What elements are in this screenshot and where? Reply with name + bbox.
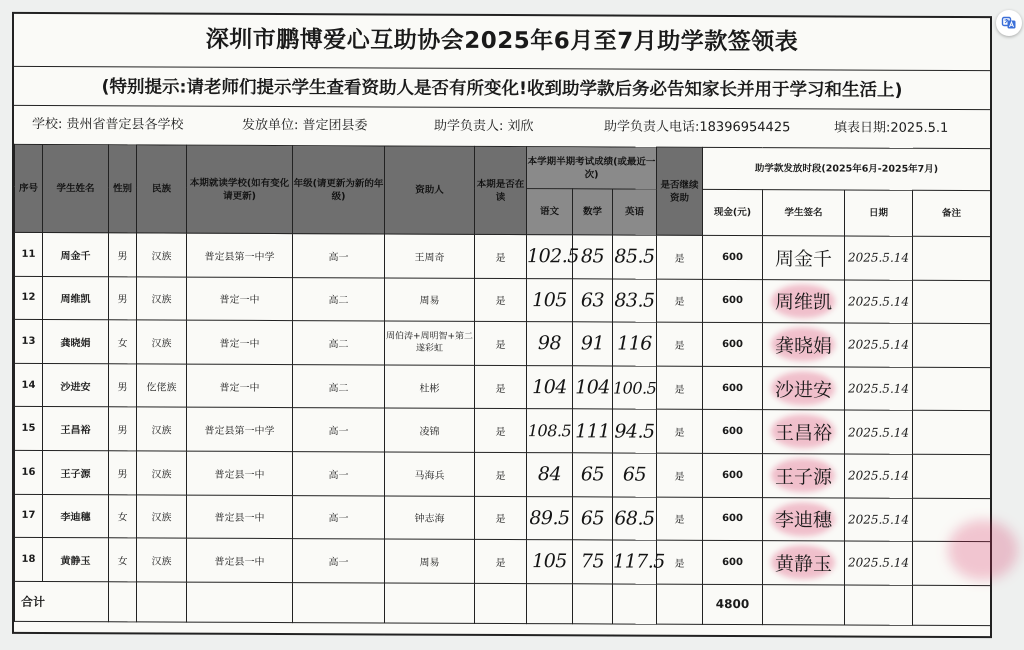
cell-gender: 男 — [109, 276, 137, 320]
header-name: 学生姓名 — [43, 144, 109, 232]
cell-ethnicity: 汉族 — [137, 451, 187, 495]
cell-enrolled: 是 — [475, 322, 527, 366]
cell-school: 普定县一中 — [187, 538, 293, 582]
cell-grade: 高二 — [293, 321, 385, 365]
cell-chinese: 104 — [527, 365, 573, 409]
cell-grade: 高二 — [293, 277, 385, 321]
cell-chinese: 98 — [527, 322, 573, 366]
info-school: 学校: 贵州省普定县各学校 — [32, 116, 184, 133]
info-date: 填表日期:2025.5.1 — [834, 120, 949, 136]
empty-cell — [475, 583, 527, 623]
header-seq: 序号 — [15, 144, 43, 232]
empty-cell — [573, 584, 613, 624]
header-remark: 备注 — [913, 190, 991, 236]
cell-school: 普定县第一中学 — [187, 233, 293, 277]
signature-text: 王子源 — [774, 465, 832, 489]
form-title: 深圳市鹏博爱心互助协会2025年6月至7月助学款签领表 — [205, 26, 799, 56]
cell-name: 周维凯 — [43, 276, 109, 320]
table-row — [15, 407, 991, 455]
cell-cash: 600 — [703, 410, 763, 454]
cell-english: 68.5 — [613, 497, 657, 541]
cell-chinese: 105 — [527, 540, 573, 584]
total-label: 合计 — [15, 581, 109, 621]
cell-continue: 是 — [657, 322, 703, 366]
cell-seq: 12 — [15, 276, 43, 320]
header-grade: 年级(请更新为新的年级) — [293, 146, 385, 234]
cell-grade: 高一 — [293, 452, 385, 496]
cell-grade: 高一 — [293, 234, 385, 278]
cell-chinese: 84 — [527, 453, 573, 497]
cell-signature — [763, 454, 845, 498]
table-row — [15, 232, 991, 280]
cell-date: 2025.5.14 — [845, 454, 913, 498]
cell-continue: 是 — [657, 453, 703, 497]
header-enrolled: 本期是否在读 — [475, 146, 527, 234]
cell-signature — [763, 410, 845, 454]
cell-math: 63 — [573, 278, 613, 322]
cell-remark — [913, 367, 991, 411]
table-row — [15, 320, 991, 368]
empty-cell — [613, 584, 657, 624]
header-continue: 是否继续资助 — [657, 147, 703, 235]
header-chinese: 语文 — [527, 189, 573, 235]
cell-continue: 是 — [657, 279, 703, 323]
cell-date: 2025.5.14 — [845, 280, 913, 324]
cell-school: 普定一中 — [187, 277, 293, 321]
header-gender: 性别 — [109, 145, 137, 233]
cell-english: 85.5 — [613, 235, 657, 279]
special-notice: (特别提示:请老师们提示学生查看资助人是否有所变化!收到助学款后务必告知家长并用于学习和生活上) — [14, 66, 990, 110]
cell-date: 2025.5.14 — [845, 541, 913, 585]
cell-name: 黄静玉 — [43, 538, 109, 582]
empty-cell — [845, 585, 913, 625]
cell-school: 普定县一中 — [187, 451, 293, 495]
cell-sponsor: 周伯涛+周明智+第二遂彩虹 — [385, 321, 475, 365]
cell-remark — [913, 236, 991, 280]
cell-name: 李迪穗 — [43, 494, 109, 538]
empty-cell — [763, 584, 845, 624]
header-scores: 本学期半期考试成绩(或最近一次) — [527, 147, 657, 190]
cell-gender: 男 — [109, 451, 137, 495]
cell-continue: 是 — [657, 410, 703, 454]
empty-cell — [913, 585, 991, 625]
cell-gender: 女 — [109, 538, 137, 582]
cell-english: 94.5 — [613, 409, 657, 453]
signature-text: 李迪穗 — [774, 509, 832, 532]
cell-date: 2025.5.14 — [845, 323, 913, 367]
info-phone: 助学负责人电话:18396954425 — [604, 119, 791, 136]
cell-date: 2025.5.14 — [845, 498, 913, 542]
translate-glyph — [1001, 15, 1017, 31]
signature-text: 黄静玉 — [774, 553, 832, 576]
empty-cell — [187, 582, 293, 622]
info-manager: 助学负责人: 刘欣 — [434, 118, 534, 135]
cell-grade: 高一 — [293, 408, 385, 452]
cell-ethnicity: 汉族 — [137, 233, 187, 277]
cell-seq: 13 — [15, 320, 43, 364]
cell-math: 65 — [573, 453, 613, 497]
cell-gender: 女 — [109, 320, 137, 364]
cell-enrolled: 是 — [475, 365, 527, 409]
cell-chinese: 102.5 — [527, 235, 573, 279]
signature-text: 周维凯 — [774, 291, 832, 314]
header-ethnicity: 民族 — [137, 145, 187, 233]
form-sheet — [12, 12, 992, 638]
cell-ethnicity: 仡佬族 — [137, 364, 187, 408]
cell-school: 普定县一中 — [187, 495, 293, 539]
cell-gender: 男 — [109, 233, 137, 277]
ink-stain — [948, 520, 1018, 580]
cell-seq: 16 — [15, 450, 43, 494]
cell-gender: 男 — [109, 364, 137, 408]
table-row — [15, 538, 991, 586]
cell-math: 111 — [573, 409, 613, 453]
cell-math: 65 — [573, 496, 613, 540]
cell-sponsor: 周易 — [385, 278, 475, 322]
cell-ethnicity: 汉族 — [137, 320, 187, 364]
total-amount: 4800 — [703, 584, 763, 624]
cell-ethnicity: 汉族 — [137, 276, 187, 320]
cell-english: 65 — [613, 453, 657, 497]
cell-continue: 是 — [657, 366, 703, 410]
header-date: 日期 — [845, 190, 913, 236]
cell-cash: 600 — [703, 453, 763, 497]
cell-enrolled: 是 — [475, 409, 527, 453]
empty-cell — [137, 582, 187, 622]
cell-cash: 600 — [703, 323, 763, 367]
cell-sponsor: 凌锦 — [385, 408, 475, 452]
signature-text: 沙进安 — [774, 378, 832, 402]
cell-enrolled: 是 — [475, 496, 527, 540]
signature-text: 周金千 — [774, 247, 832, 271]
header-cash: 现金(元) — [703, 189, 763, 235]
cell-seq: 15 — [15, 407, 43, 451]
table-row — [15, 494, 991, 542]
cell-sponsor: 钟志海 — [385, 496, 475, 540]
cell-remark — [913, 454, 991, 498]
cell-gender: 女 — [109, 494, 137, 538]
cell-remark — [913, 411, 991, 455]
cell-date: 2025.5.14 — [845, 367, 913, 411]
cell-signature — [763, 279, 845, 323]
cell-seq: 11 — [15, 232, 43, 276]
cell-continue: 是 — [657, 497, 703, 541]
header-sponsor: 资助人 — [385, 146, 475, 234]
cell-school: 普定一中 — [187, 364, 293, 408]
cell-sponsor: 周易 — [385, 539, 475, 583]
cell-gender: 男 — [109, 407, 137, 451]
cell-grade: 高二 — [293, 364, 385, 408]
cell-enrolled: 是 — [475, 452, 527, 496]
translate-icon[interactable] — [996, 10, 1022, 36]
cell-signature — [763, 366, 845, 410]
header-school: 本期就读学校(如有变化请更新) — [187, 145, 293, 233]
signature-text: 龚晓娟 — [774, 335, 832, 358]
header-math: 数学 — [573, 189, 613, 235]
cell-sponsor: 杜彬 — [385, 365, 475, 409]
cell-seq: 18 — [15, 538, 43, 582]
empty-cell — [109, 582, 137, 622]
cell-english: 116 — [613, 322, 657, 366]
cell-remark — [913, 280, 991, 324]
cell-enrolled: 是 — [475, 234, 527, 278]
cell-seq: 17 — [15, 494, 43, 538]
cell-date: 2025.5.14 — [845, 410, 913, 454]
cell-name: 沙进安 — [43, 363, 109, 407]
cell-cash: 600 — [703, 541, 763, 585]
table-row — [15, 450, 991, 498]
table-row — [15, 363, 991, 411]
signature-text: 王昌裕 — [774, 422, 832, 445]
cell-ethnicity: 汉族 — [137, 494, 187, 538]
header-period: 助学款发放时段(2025年6月-2025年7月) — [703, 147, 991, 190]
cell-signature — [763, 236, 845, 280]
cell-signature — [763, 323, 845, 367]
cell-enrolled: 是 — [475, 278, 527, 322]
empty-cell — [293, 582, 385, 622]
cell-continue: 是 — [657, 540, 703, 584]
table-row — [15, 276, 991, 324]
cell-grade: 高一 — [293, 495, 385, 539]
cell-cash: 600 — [703, 497, 763, 541]
total-row — [15, 581, 991, 625]
info-bar — [14, 106, 990, 148]
header-english: 英语 — [613, 189, 657, 235]
cell-continue: 是 — [657, 235, 703, 279]
cell-math: 104 — [573, 366, 613, 410]
cell-english: 100.5 — [613, 366, 657, 410]
cell-cash: 600 — [703, 366, 763, 410]
roster-table — [14, 144, 991, 626]
cell-remark — [913, 323, 991, 367]
cell-cash: 600 — [703, 279, 763, 323]
cell-english: 83.5 — [613, 279, 657, 323]
cell-name: 周金千 — [43, 232, 109, 276]
cell-school: 普定县第一中学 — [187, 407, 293, 451]
cell-ethnicity: 汉族 — [137, 538, 187, 582]
cell-chinese: 108.5 — [527, 409, 573, 453]
cell-sponsor: 马海兵 — [385, 452, 475, 496]
cell-grade: 高一 — [293, 539, 385, 583]
empty-cell — [527, 583, 573, 623]
cell-math: 85 — [573, 235, 613, 279]
cell-math: 75 — [573, 540, 613, 584]
cell-chinese: 105 — [527, 278, 573, 322]
cell-signature — [763, 541, 845, 585]
cell-signature — [763, 497, 845, 541]
cell-name: 王子源 — [43, 450, 109, 494]
cell-math: 91 — [573, 322, 613, 366]
cell-name: 王昌裕 — [43, 407, 109, 451]
cell-cash: 600 — [703, 235, 763, 279]
cell-enrolled: 是 — [475, 540, 527, 584]
info-issuer: 发放单位: 普定团县委 — [242, 117, 368, 134]
cell-date: 2025.5.14 — [845, 236, 913, 280]
cell-ethnicity: 汉族 — [137, 407, 187, 451]
empty-cell — [657, 584, 703, 624]
cell-english: 117.5 — [613, 540, 657, 584]
cell-name: 龚晓娟 — [43, 320, 109, 364]
empty-cell — [385, 583, 475, 623]
cell-sponsor: 王周奇 — [385, 234, 475, 278]
cell-chinese: 89.5 — [527, 496, 573, 540]
cell-seq: 14 — [15, 363, 43, 407]
cell-school: 普定一中 — [187, 320, 293, 364]
header-signature: 学生签名 — [763, 190, 845, 236]
